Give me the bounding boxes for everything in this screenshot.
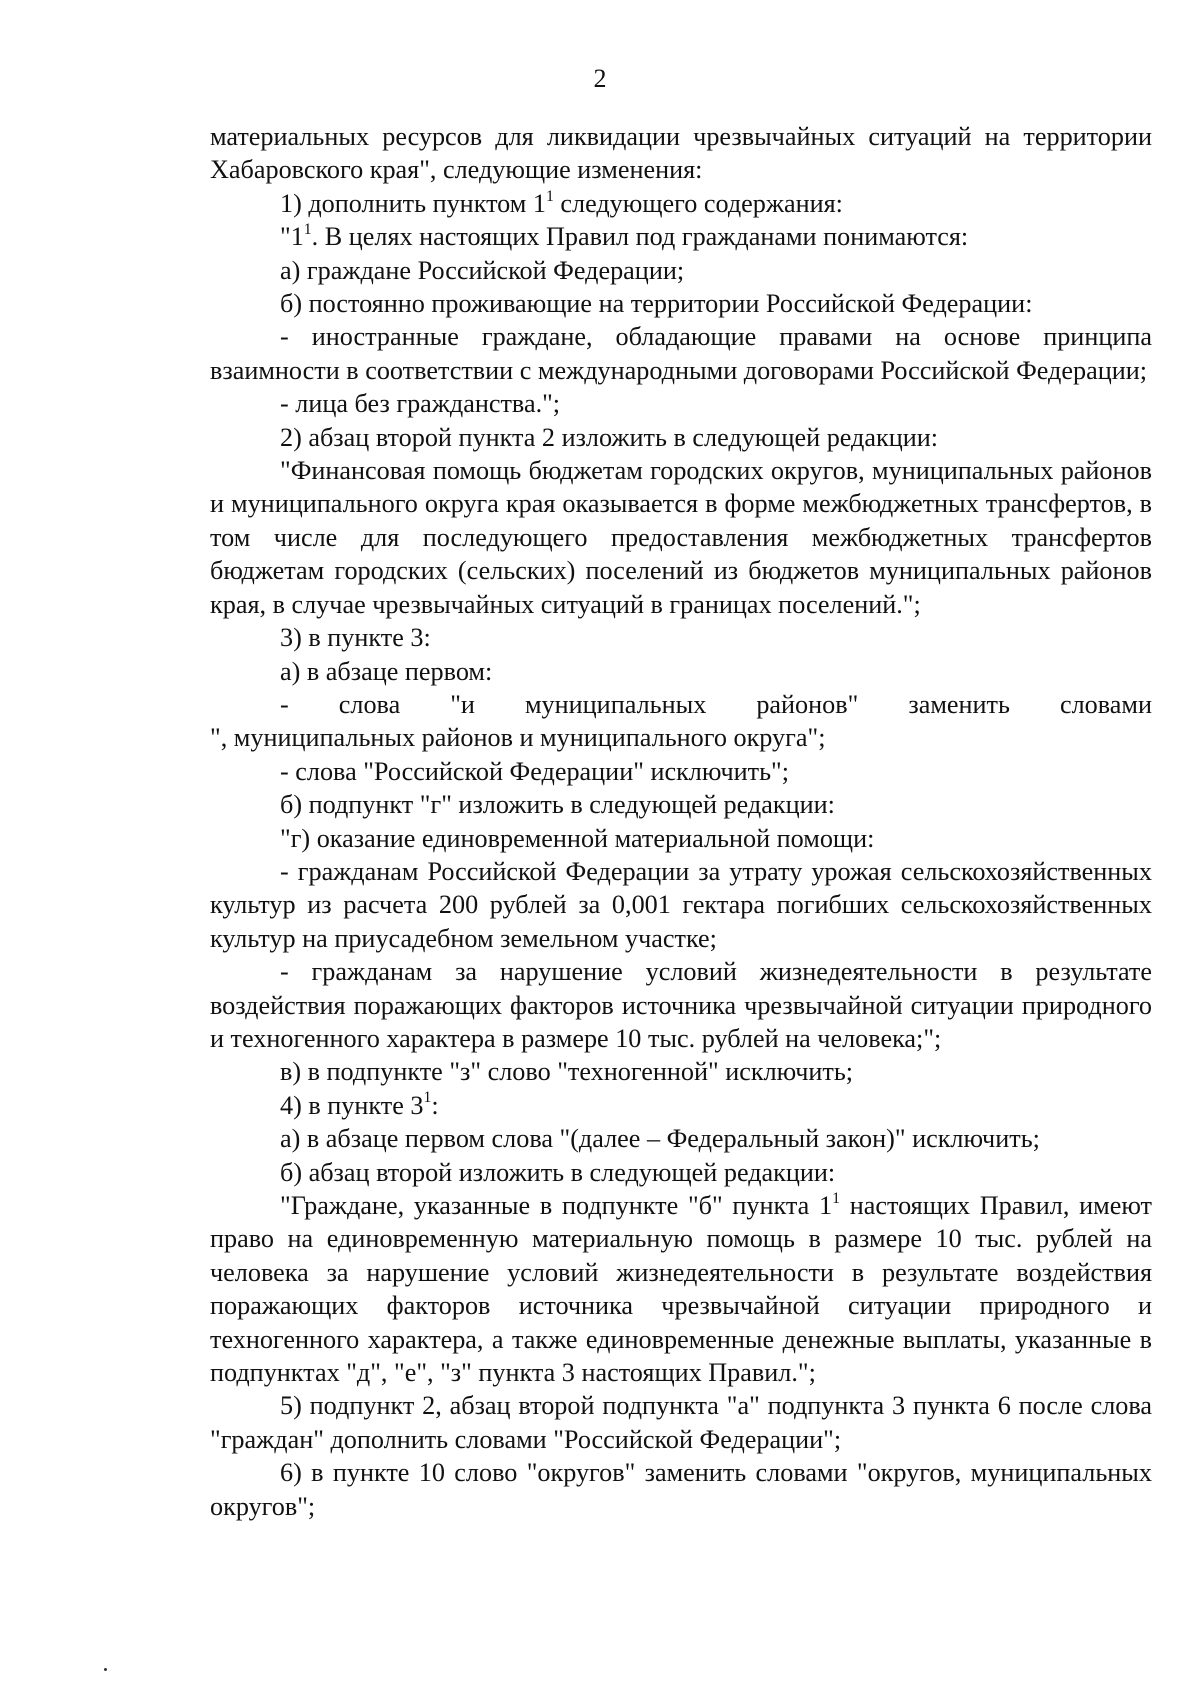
paragraph-text: 4) в пункте 3 (280, 1090, 424, 1120)
paragraph-text: "Граждане, указанные в подпункте "б" пункта 1 (280, 1191, 833, 1220)
paragraph: ", муниципальных районов и муниципального округа"; (210, 723, 826, 753)
paragraph: - гражданам Российской Федерации за утрату урожая сельскохозяйственных культур из расчета 200 рублей за 0,001 гектара погибших сельскохозяйственных культур на приусадебном земельном участке; (210, 856, 1152, 953)
paragraph: "Финансовая помощь бюджетам городских округов, муниципальных районов и муниципального округа края оказывается в форме межбюджетных трансфертов, в том числе для последующего предоставления межбюджетных трансфертов бюджетам городских (сельских) поселений из бюджетов муниципальных районов края, в случае чрезвычайных ситуаций в границах поселений."; (210, 456, 1152, 619)
paragraph-text: следующего содержания: (553, 188, 843, 218)
paragraph: - гражданам за нарушение условий жизнедеятельности в результате воздействия поражающих факторов источника чрезвычайной ситуации природного и техногенного характера в размере 10 тыс. рублей на человека;"; (210, 957, 1152, 1053)
paragraph: 3) в пункте 3: (280, 623, 431, 653)
superscript: 1 (423, 1089, 432, 1107)
document-body (210, 120, 1152, 1523)
paragraph: а) в абзаце первом слова "(далее – Федеральный закон)" исключить; (280, 1124, 1040, 1154)
paragraph: а) в абзаце первом: (280, 656, 493, 686)
paragraph-text: настоящих Правил, имеют право на единовременную материальную помощь в размере 10 тыс. рублей на человека за нарушение условий жизнедеятельности в результате воздействия поражающих факторов источника чрезвычайной ситуации природного и техногенного характера, а также единовременные денежные выплаты, указанные в подпунктах "д", "е", "з" пункта 3 настоящих Правил."; (210, 1191, 1152, 1388)
paragraph-text: : (431, 1090, 439, 1120)
superscript: 1 (832, 1189, 840, 1207)
paragraph: - слова "и муниципальных районов" заменить словами (280, 689, 1152, 719)
paragraph-text: 1) дополнить пунктом 1 (280, 188, 546, 218)
paragraph: в) в подпункте "з" слово "техногенной" исключить; (280, 1057, 854, 1087)
paragraph (210, 187, 1152, 220)
paragraph: а) граждане Российской Федерации; (280, 255, 685, 285)
superscript: 1 (303, 220, 312, 238)
paragraph (210, 1189, 1152, 1389)
paragraph: - иностранные граждане, обладающие правами на основе принципа взаимности в соответствии с международными договорами Российской Федерации; (210, 322, 1152, 385)
paragraph: б) постоянно проживающие на территории Российской Федерации: (280, 289, 1033, 319)
paragraph: 6) в пункте 10 слово "округов" заменить словами "округов, муниципальных округов"; (210, 1458, 1152, 1521)
paragraph: б) подпункт "г" изложить в следующей редакции: (280, 790, 835, 820)
paragraph (210, 220, 1152, 253)
paragraph-text: "1 (280, 222, 304, 252)
paragraph: "г) оказание единовременной материальной помощи: (280, 823, 875, 853)
paragraph: 2) абзац второй пункта 2 изложить в следующей редакции: (280, 422, 939, 452)
paragraph: материальных ресурсов для ликвидации чрезвычайных ситуаций на территории Хабаровского края", следующие изменения: (210, 122, 1152, 185)
scan-speck (104, 1668, 107, 1671)
paragraph: б) абзац второй изложить в следующей редакции: (280, 1157, 836, 1187)
paragraph: 5) подпункт 2, абзац второй подпункта "а" подпункта 3 пункта 6 после слова "граждан" дополнить словами "Российской Федерации"; (210, 1391, 1152, 1454)
paragraph: - лица без гражданства."; (280, 389, 561, 419)
page-number: 2 (593, 64, 607, 93)
paragraph-text: . В целях настоящих Правил под гражданами понимаются: (311, 222, 969, 252)
paragraph: - слова "Российской Федерации" исключить"; (280, 756, 789, 786)
superscript: 1 (545, 187, 554, 205)
paragraph (210, 1089, 1152, 1122)
